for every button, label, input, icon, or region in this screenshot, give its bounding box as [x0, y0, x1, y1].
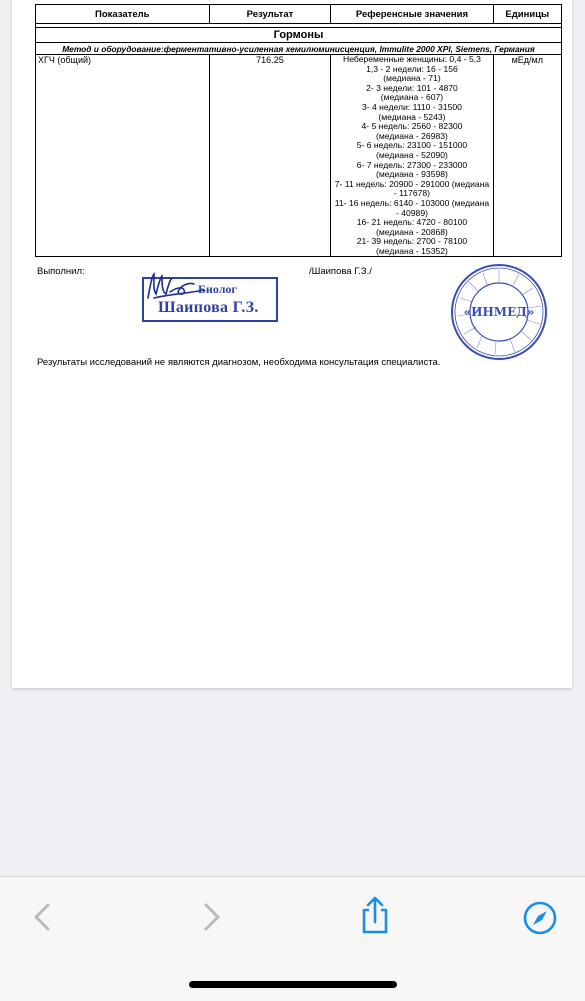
header-reference: Референсные значения [331, 5, 493, 24]
stamp-name: Шаипова Г.З. [158, 299, 259, 316]
reference-values [331, 55, 493, 257]
share-icon [355, 894, 395, 938]
method-text: Метод и оборудование:ферментативно-усиленная хемилюминисценция, Immulite 2000 XPI, Siemens, Германия [36, 43, 562, 55]
reference-line: 7- 11 недель: 20900 - 291000 (медиана [334, 178, 490, 189]
table-row [36, 55, 562, 257]
indicator-name: ХГЧ (общий) [36, 55, 210, 257]
chevron-right-icon [192, 897, 232, 937]
section-title: Гормоны [36, 28, 562, 43]
home-indicator[interactable] [189, 981, 397, 988]
chevron-left-icon [22, 897, 62, 937]
reference-line: 5- 6 недель: 23100 - 151000 [356, 140, 468, 151]
units-value: мЕд/мл [493, 55, 561, 257]
reference-line: Небеременные женщины: 0,4 - 5,3 [342, 54, 481, 64]
reference-line: (медиана - 71) [383, 73, 441, 84]
reference-line: 3- 4 недели: 1110 - 31500 [361, 101, 462, 112]
reference-line: (медиана - 5243) [378, 111, 446, 122]
header-units: Единицы [493, 5, 561, 24]
results-table [35, 4, 562, 257]
result-value: 716.25 [209, 55, 331, 257]
reference-line: - 40989) [395, 207, 428, 218]
reference-line: 21- 39 недель: 2700 - 78100 [356, 236, 468, 247]
seal-center-text: «ИНМЕД» [463, 305, 535, 319]
header-result: Результат [209, 5, 331, 24]
reference-line: (медиана - 15352) [376, 245, 448, 256]
organization-seal [449, 262, 549, 362]
reference-line: (медиана - 26983) [376, 130, 448, 141]
stamp-title: Биолог [198, 282, 237, 296]
table-header-row [36, 5, 562, 24]
share-button[interactable] [355, 894, 395, 934]
reference-line: 2- 3 недели: 101 - 4870 [366, 82, 458, 93]
reference-line: 1,3 - 2 недели: 16 - 156 [366, 63, 458, 74]
forward-button[interactable] [192, 897, 232, 937]
disclaimer-text: Результаты исследований не являются диагнозом, необходима консультация специалиста. [37, 357, 441, 368]
reference-line: 4- 5 недель: 2560 - 82300 [361, 121, 463, 132]
performed-by-name: /Шаипова Г.З./ [309, 266, 372, 277]
reference-line: - 117678) [393, 188, 431, 199]
reference-line: (медиана - 52090) [376, 149, 448, 160]
reference-line: (медиана - 93598) [376, 169, 448, 180]
compass-icon [520, 898, 560, 938]
back-button[interactable] [22, 897, 62, 937]
reference-line: (медиана - 20868) [376, 226, 448, 237]
section-row [36, 28, 562, 43]
reference-line: (медиана - 607) [380, 92, 444, 103]
open-in-browser-button[interactable] [520, 898, 560, 938]
handwritten-signature [140, 268, 220, 308]
header-indicator: Показатель [36, 5, 210, 24]
reference-line: 11- 16 недель: 6140 - 103000 (медиана [334, 197, 490, 208]
performed-by-label: Выполнил: [37, 266, 85, 277]
reference-line: 16- 21 недель: 4720 - 80100 [356, 217, 468, 228]
method-row [36, 43, 562, 55]
reference-line: 6- 7 недель: 27300 - 233000 [356, 159, 468, 170]
